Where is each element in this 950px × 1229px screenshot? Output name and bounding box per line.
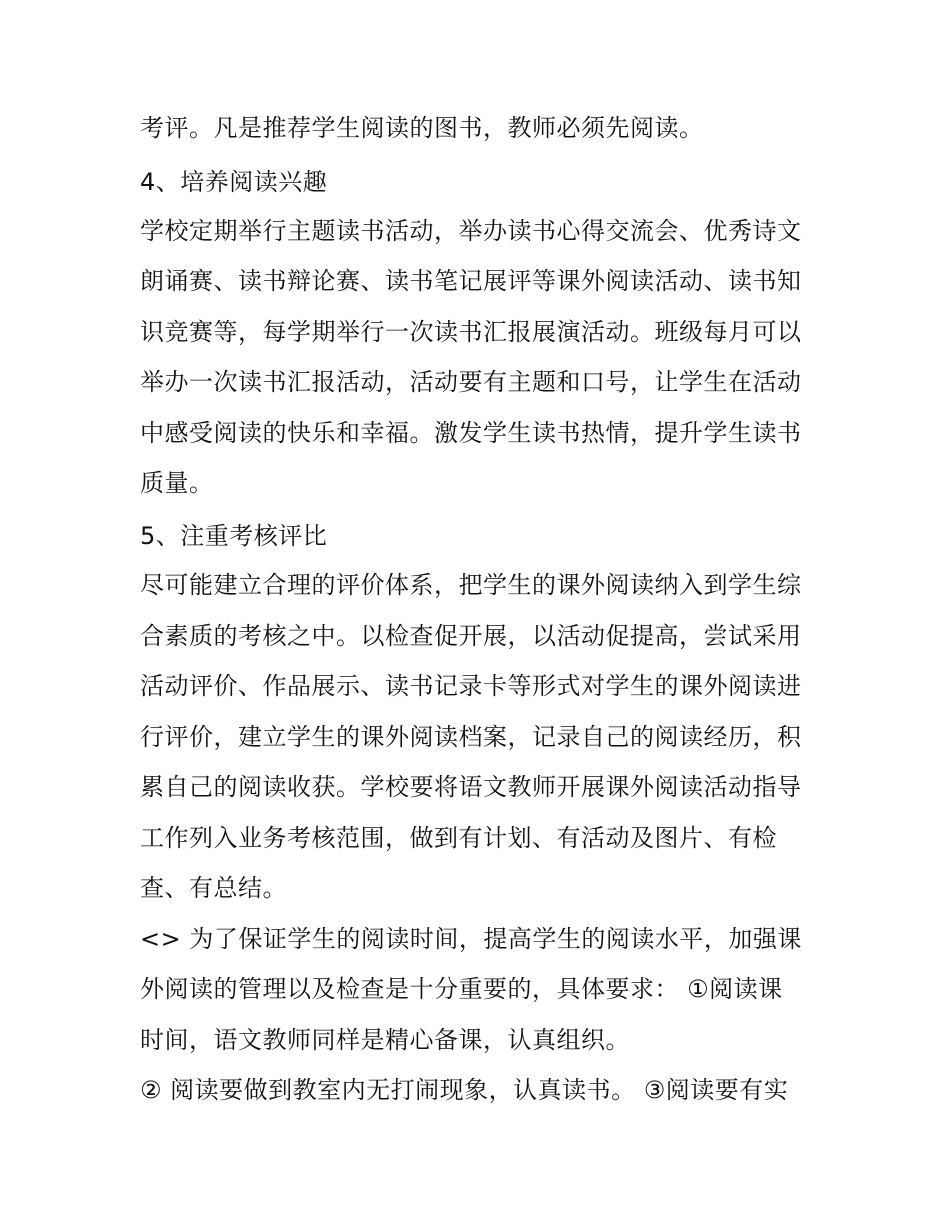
text-line: 考评。凡是推荐学生阅读的图书，教师必须先阅读。 [140, 114, 704, 142]
text-line: 累自己的阅读收获。学校要将语文教师开展课外阅读活动指导 [140, 773, 802, 801]
text-line: 尽可能建立合理的评价体系，把学生的课外阅读纳入到学生综 [140, 571, 802, 599]
text-line: 行评价，建立学生的课外阅读档案，记录自己的阅读经历，积 [140, 723, 802, 751]
text-line: 举办一次读书汇报活动，活动要有主题和口号，让学生在活动 [140, 368, 802, 396]
text-line: ② 阅读要做到教室内无打闹现象，认真读书。 ③阅读要有实 [140, 1076, 789, 1104]
text-line: 外阅读的管理以及检查是十分重要的，具体要求： ①阅读课 [140, 975, 783, 1003]
text-line: 中感受阅读的快乐和幸福。激发学生读书热情，提升学生读书 [140, 419, 802, 447]
text-line: 识竞赛等，每学期举行一次读书汇报展演活动。班级每月可以 [140, 318, 802, 346]
text-line: 时间，语文教师同样是精心备课，认真组织。 [140, 1026, 630, 1054]
text-line: <> 为了保证学生的阅读时间，提高学生的阅读水平，加强课 [140, 925, 802, 953]
text-line: 朗诵赛、读书辩论赛、读书笔记展评等课外阅读活动、读书知 [140, 267, 802, 295]
text-line: 工作列入业务考核范围，做到有计划、有活动及图片、有检 [140, 824, 777, 852]
section-heading: 4、培养阅读兴趣 [140, 168, 328, 196]
section-heading: 5、注重考核评比 [140, 522, 328, 550]
text-line: 活动评价、作品展示、读书记录卡等形式对学生的课外阅读进 [140, 672, 802, 700]
text-line: 合素质的考核之中。以检查促开展，以活动促提高，尝试采用 [140, 622, 802, 650]
text-line: 查、有总结。 [140, 874, 287, 902]
text-line: 学校定期举行主题读书活动，举办读书心得交流会、优秀诗文 [140, 217, 802, 245]
text-line: 质量。 [140, 469, 214, 497]
